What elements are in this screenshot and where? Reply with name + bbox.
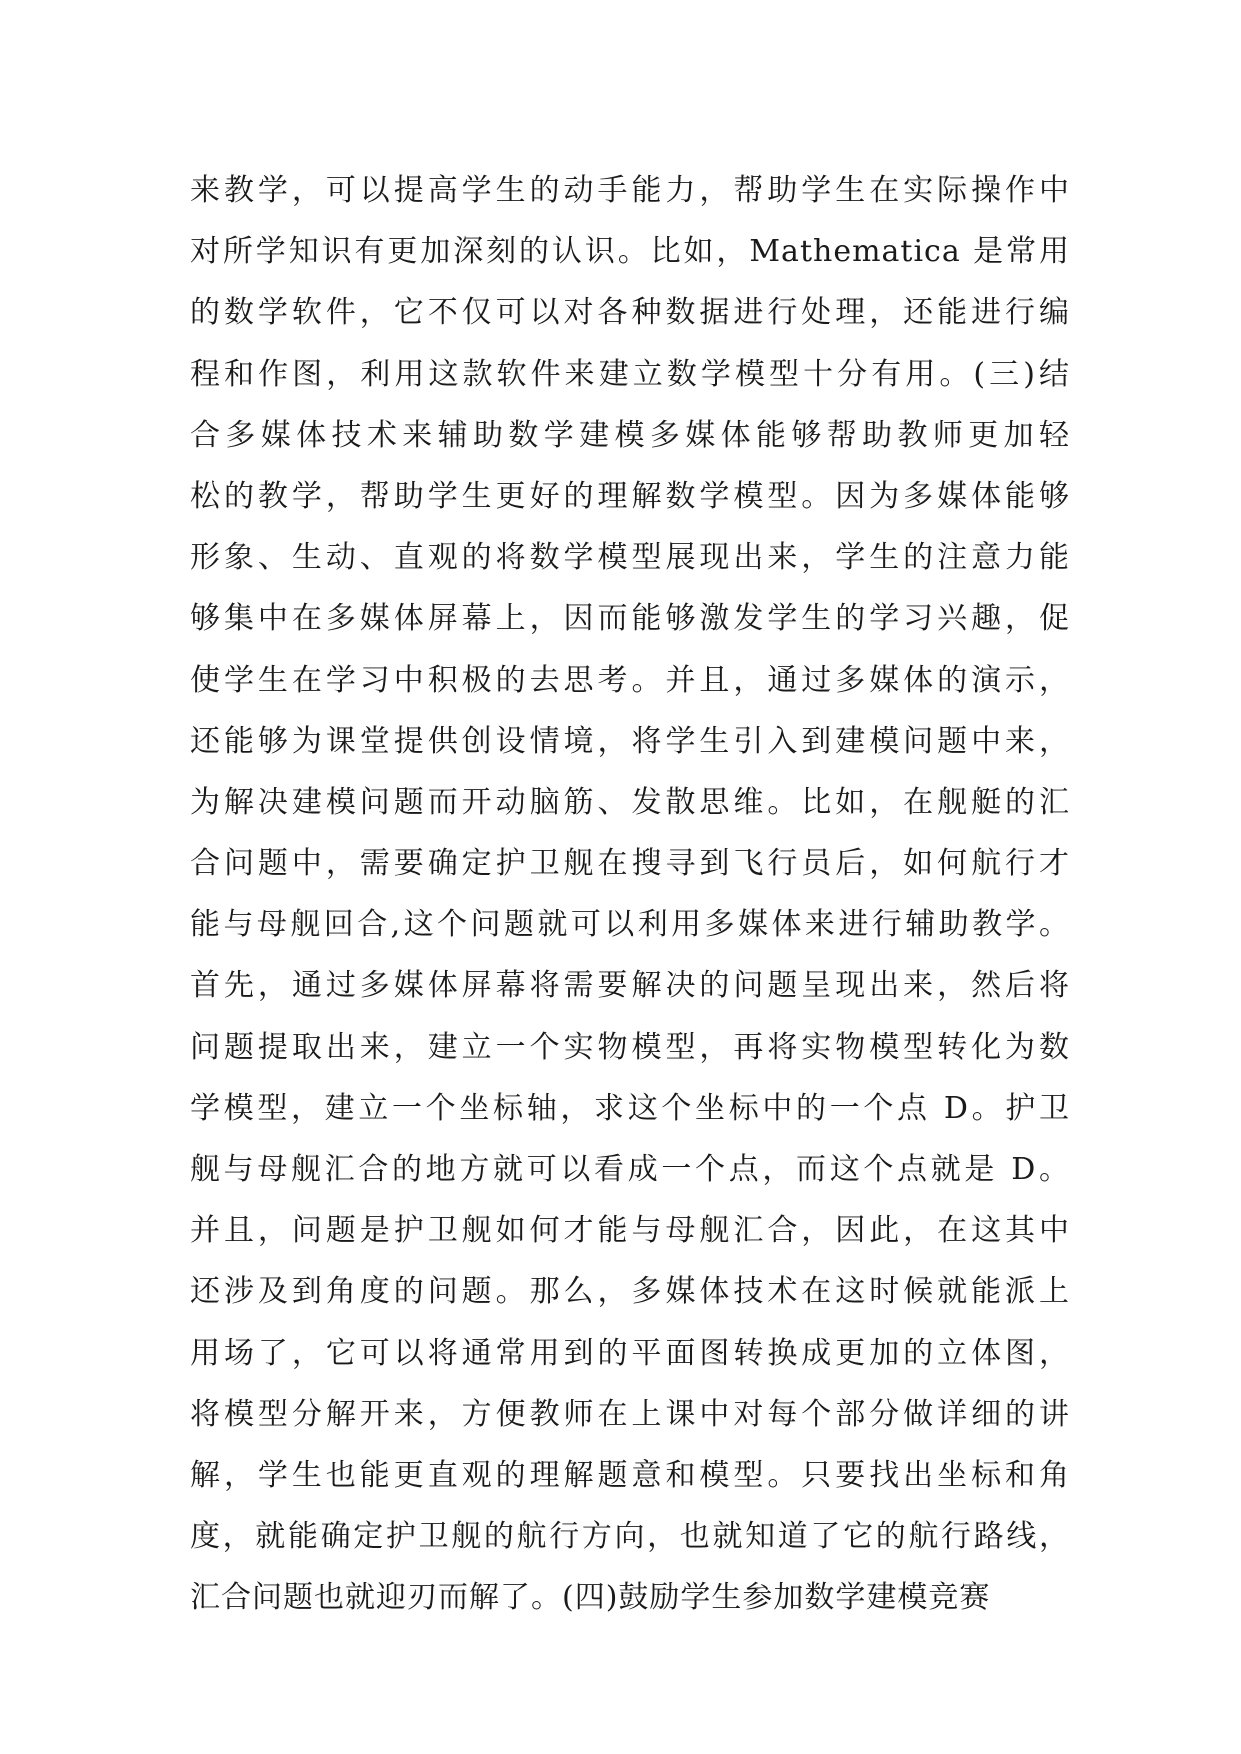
text-line: 解，学生也能更直观的理解题意和模型。只要找出坐标和角 [190, 1457, 1070, 1493]
text-line: 松的教学，帮助学生更好的理解数学模型。因为多媒体能够 [190, 478, 1070, 514]
text-line: 学模型，建立一个坐标轴，求这个坐标中的一个点 D。护卫 [190, 1090, 1070, 1126]
text-line: 问题提取出来，建立一个实物模型，再将实物模型转化为数 [190, 1029, 1070, 1065]
text-line: 舰与母舰汇合的地方就可以看成一个点，而这个点就是 D。 [190, 1152, 1070, 1187]
text-line: 用场了，它可以将通常用到的平面图转换成更加的立体图， [190, 1335, 1070, 1371]
text-line: 能与母舰回合,这个问题就可以利用多媒体来进行辅助教学。 [190, 907, 1070, 943]
text-line: 形象、生动、直观的将数学模型展现出来，学生的注意力能 [190, 540, 1070, 576]
text-line: 合问题中，需要确定护卫舰在搜寻到飞行员后，如何航行才 [190, 846, 1070, 882]
text-line: 程和作图，利用这款软件来建立数学模型十分有用。(三)结 [190, 356, 1070, 392]
text-line: 对所学知识有更加深刻的认识。比如，Mathematica 是常用 [190, 234, 1070, 270]
text-line: 还涉及到角度的问题。那么，多媒体技术在这时候就能派上 [190, 1274, 1070, 1310]
text-line: 汇合问题也就迎刃而解了。(四)鼓励学生参加数学建模竞赛 [190, 1580, 991, 1616]
text-line: 首先，通过多媒体屏幕将需要解决的问题呈现出来，然后将 [190, 968, 1070, 1004]
text-line: 还能够为课堂提供创设情境，将学生引入到建模问题中来， [190, 723, 1070, 759]
text-line: 合多媒体技术来辅助数学建模多媒体能够帮助教师更加轻 [190, 417, 1070, 453]
body-text [190, 160, 1070, 1629]
text-line: 度，就能确定护卫舰的航行方向，也就知道了它的航行路线， [190, 1519, 1070, 1555]
text-line: 够集中在多媒体屏幕上，因而能够激发学生的学习兴趣，促 [190, 601, 1070, 637]
text-line: 的数学软件，它不仅可以对各种数据进行处理，还能进行编 [190, 295, 1070, 331]
text-line: 为解决建模问题而开动脑筋、发散思维。比如，在舰艇的汇 [190, 784, 1070, 820]
text-line: 并且，问题是护卫舰如何才能与母舰汇合，因此，在这其中 [190, 1213, 1070, 1249]
text-line: 将模型分解开来，方便教师在上课中对每个部分做详细的讲 [190, 1396, 1070, 1432]
text-line: 来教学，可以提高学生的动手能力，帮助学生在实际操作中 [190, 173, 1070, 208]
text-line: 使学生在学习中积极的去思考。并且，通过多媒体的演示， [190, 662, 1070, 698]
